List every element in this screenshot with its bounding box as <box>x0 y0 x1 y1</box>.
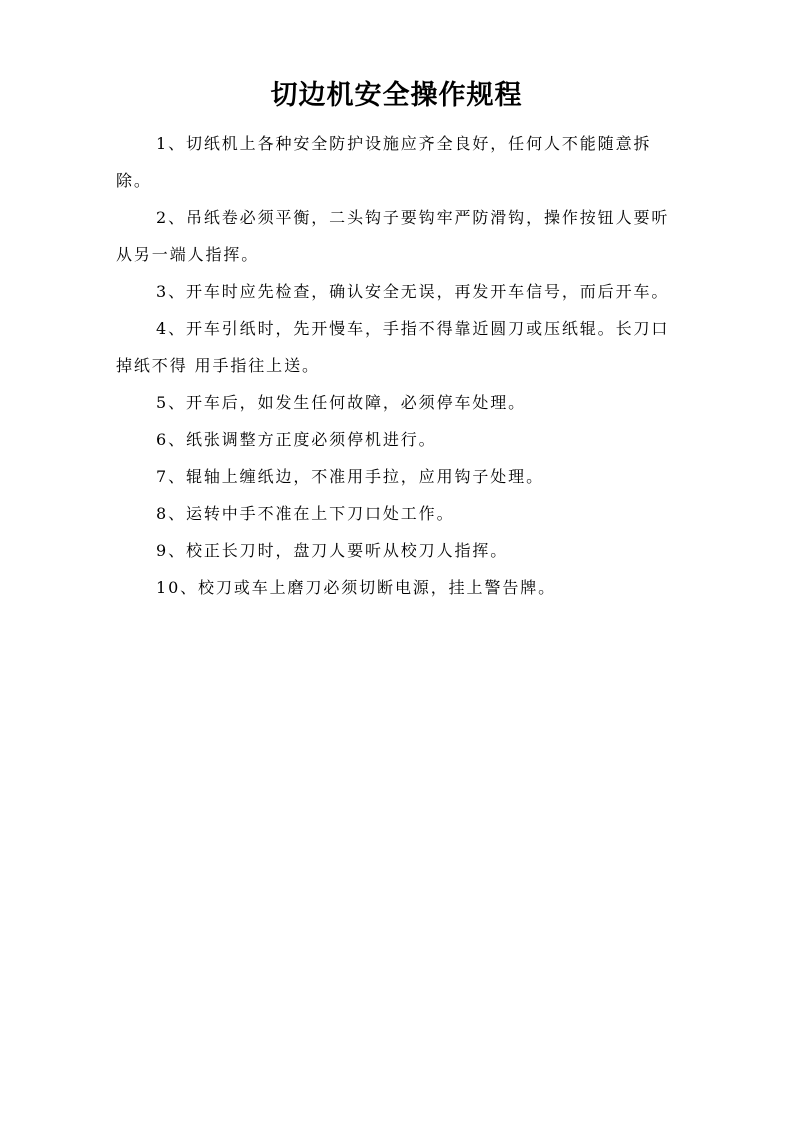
rule-item-4: 4、开车引纸时，先开慢车，手指不得靠近圆刀或压纸辊。长刀口掉纸不得 用手指往上送。 <box>116 319 670 375</box>
rule-item-9: 9、校正长刀时，盘刀人要听从校刀人指挥。 <box>156 541 509 560</box>
rule-item-7: 7、辊轴上缠纸边，不准用手拉，应用钩子处理。 <box>156 467 544 486</box>
document-body <box>116 125 686 606</box>
rule-item-1: 1、切纸机上各种安全防护设施应齐全良好，任何人不能随意拆除。 <box>116 134 652 190</box>
rule-item-3: 3、开车时应先检查，确认安全无误，再发开车信号，而后开车。 <box>156 282 670 301</box>
rule-item-6: 6、纸张调整方正度必须停机进行。 <box>156 430 437 449</box>
rule-item-8: 8、运转中手不准在上下刀口处工作。 <box>156 504 455 523</box>
document-title: 切边机安全操作规程 <box>270 80 523 111</box>
rule-item-10: 10、校刀或车上磨刀必须切断电源，挂上警告牌。 <box>156 578 557 597</box>
rule-item-2: 2、吊纸卷必须平衡，二头钩子要钩牢严防滑钩，操作按钮人要听从另一端人指挥。 <box>116 208 670 264</box>
rule-item-5: 5、开车后，如发生任何故障，必须停车处理。 <box>156 393 527 412</box>
